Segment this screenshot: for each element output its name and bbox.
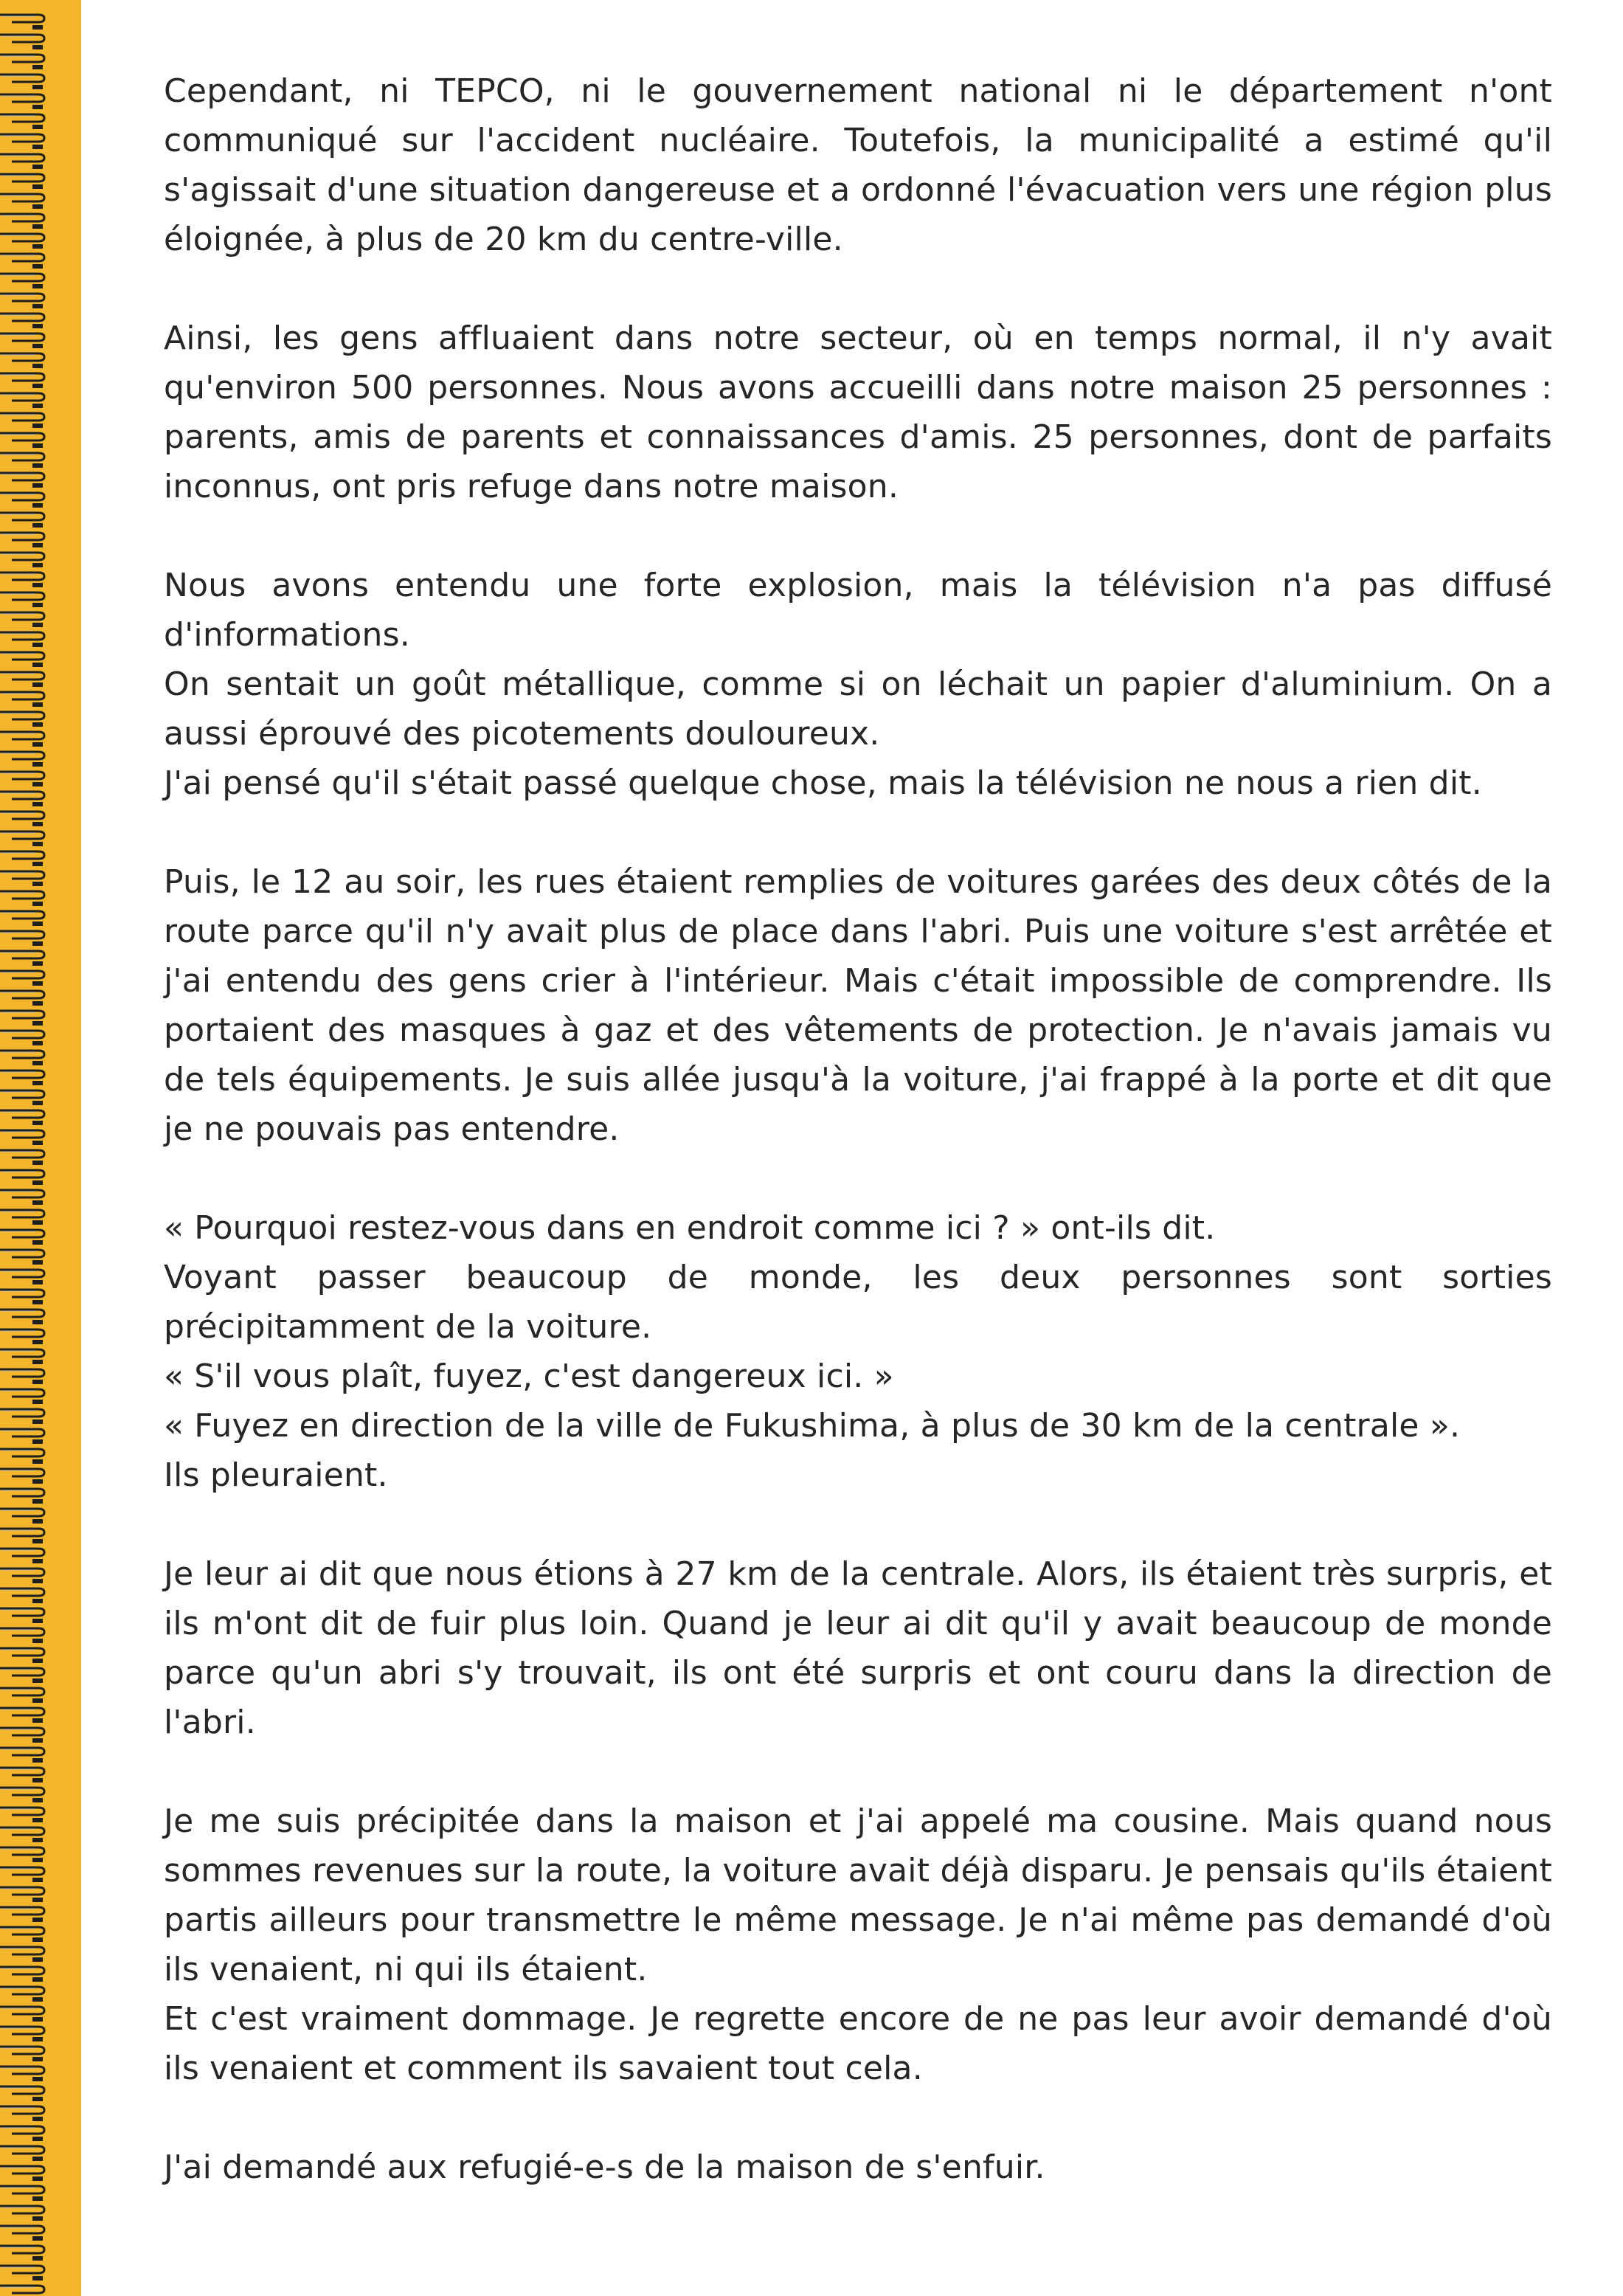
binding-ring (0, 1967, 44, 1982)
text-line: « S'il vous plaît, fuyez, c'est dangereux ici. » (164, 1358, 894, 1395)
binding-ring (0, 1090, 44, 1105)
text-line: « Fuyez en direction de la ville de Fukushima, à plus de 30 km de la centrale ». (164, 1407, 1461, 1445)
binding-ring (0, 1389, 44, 1404)
paragraph (164, 1797, 1552, 2093)
binding-ring (0, 1329, 44, 1344)
binding-ring (0, 533, 44, 547)
binding-ring (0, 2186, 44, 2201)
text-line: Je me suis précipitée dans la maison et j'ai appelé ma cousine. Mais quand nous sommes revenues sur la route, la voiture avait déjà disparu. Je pensais qu'ils étaient partis ailleurs pour transmettre le même message. Je n'ai même pas demandé d'où ils venaient, ni qui ils étaient. (164, 1802, 1552, 1988)
paragraph (164, 66, 1552, 264)
binding-ring (0, 812, 44, 826)
binding-ring (0, 134, 44, 149)
binding-ring (0, 692, 44, 707)
binding-ring (0, 353, 44, 368)
binding-ring (0, 911, 44, 926)
binding-ring (0, 971, 44, 986)
binding-ring (0, 1668, 44, 1683)
binding-ring (0, 672, 44, 687)
binding-ring (0, 1529, 44, 1543)
text-line: J'ai pensé qu'il s'était passé quelque chose, mais la télévision ne nous a rien dit. (164, 764, 1482, 802)
binding-ring (0, 2047, 44, 2061)
binding-ring (0, 1987, 44, 2002)
binding-ring (0, 1549, 44, 1563)
binding-ring (0, 1130, 44, 1145)
paragraph (164, 2143, 1552, 2192)
binding-ring (0, 2206, 44, 2221)
binding-ring (0, 851, 44, 866)
binding-ring (0, 712, 44, 727)
binding-ring (0, 174, 44, 189)
text-line: J'ai demandé aux refugié-e-s de la maison de s'enfuir. (164, 2148, 1045, 2186)
binding-ring (0, 2226, 44, 2241)
binding-ring (0, 2266, 44, 2281)
binding-ring (0, 1608, 44, 1623)
text-line: Voyant passer beaucoup de monde, les deux personnes sont sorties précipitamment de la voiture. (164, 1259, 1552, 1346)
binding-ring (0, 1569, 44, 1583)
paragraph (164, 561, 1552, 808)
binding-ring (0, 1290, 44, 1304)
text-line: Et c'est vraiment dommage. Je regrette encore de ne pas leur avoir demandé d'où ils venaient et comment ils savaient tout cela. (164, 2000, 1552, 2087)
binding-ring (0, 1369, 44, 1384)
binding-ring (0, 752, 44, 767)
binding-ring (0, 553, 44, 567)
binding-ring (0, 413, 44, 428)
binding-ring (0, 1887, 44, 1902)
binding-ring (0, 1728, 44, 1743)
binding-ring (0, 274, 44, 288)
text-line: Ainsi, les gens affluaient dans notre secteur, où en temps normal, il n'y avait qu'environ 500 personnes. Nous avons accueilli dans notre maison 25 personnes : parents, amis de parents et connaissances d'amis. 25 personnes, dont de parfaits inconnus, ont pris refuge dans notre maison. (164, 319, 1552, 505)
binding-ring (0, 35, 44, 49)
binding-ring (0, 2106, 44, 2121)
binding-ring (0, 433, 44, 448)
binding-ring (0, 55, 44, 69)
paragraph (164, 314, 1552, 511)
binding-ring (0, 931, 44, 946)
binding-ring (0, 871, 44, 886)
binding-ring (0, 1110, 44, 1125)
binding-ring (0, 1867, 44, 1882)
binding-ring (0, 1250, 44, 1265)
text-line: Puis, le 12 au soir, les rues étaient remplies de voitures garées des deux côtés de la route parce qu'il n'y avait plus de place dans l'abri. Puis une voiture s'est arrêtée et j'ai entendu des gens crier à l'intérieur. Mais c'était impossible de comprendre. Ils portaient des masques à gaz et des vêtements de protection. Je n'avais jamais vu de tels équipements. Je suis allée jusqu'à la voiture, j'ai frappé à la porte et dit que je ne pouvais pas entendre. (164, 863, 1552, 1148)
binding-ring (0, 1011, 44, 1026)
binding-ring (0, 1170, 44, 1185)
paragraph (164, 857, 1552, 1154)
binding-ring (0, 2126, 44, 2141)
binding-ring (0, 652, 44, 667)
spiral-binding-icon (0, 0, 81, 2296)
binding-ring (0, 2166, 44, 2181)
binding-ring (0, 1947, 44, 1962)
binding-ring (0, 294, 44, 308)
binding-ring (0, 493, 44, 508)
binding-ring (0, 2286, 44, 2296)
binding-ring (0, 1031, 44, 1045)
text-line: « Pourquoi restez-vous dans en endroit comme ici ? » ont-ils dit. (164, 1209, 1216, 1247)
binding-ring (0, 1310, 44, 1324)
binding-ring (0, 1349, 44, 1364)
binding-ring (0, 1708, 44, 1723)
binding-ring (0, 1788, 44, 1802)
binding-ring (0, 473, 44, 488)
binding-ring (0, 1469, 44, 1484)
binding-ring (0, 1489, 44, 1504)
binding-ring (0, 831, 44, 846)
binding-ring (0, 1150, 44, 1165)
text-line: Ils pleuraient. (164, 1456, 388, 1494)
binding-ring (0, 1847, 44, 1862)
binding-ring (0, 393, 44, 408)
binding-ring (0, 75, 44, 89)
paragraph (164, 1203, 1552, 1500)
binding-ring (0, 2027, 44, 2041)
binding-ring (0, 1409, 44, 1424)
document-body (164, 66, 1552, 2241)
binding-ring (0, 612, 44, 627)
binding-ring (0, 1828, 44, 1842)
binding-ring (0, 1927, 44, 1942)
binding-ring (0, 772, 44, 786)
binding-ring (0, 1648, 44, 1663)
binding-ring (0, 1768, 44, 1782)
binding-ring (0, 792, 44, 806)
binding-ring (0, 1748, 44, 1763)
binding-ring (0, 1808, 44, 1822)
binding-ring (0, 333, 44, 348)
binding-ring (0, 1190, 44, 1205)
binding-ring (0, 314, 44, 328)
text-line: Nous avons entendu une forte explosion, mais la télévision n'a pas diffusé d'informations. (164, 567, 1552, 654)
binding-ring (0, 573, 44, 587)
binding-ring (0, 254, 44, 269)
binding-ring (0, 951, 44, 966)
paragraph (164, 1549, 1552, 1747)
binding-ring (0, 1210, 44, 1225)
binding-ring (0, 1907, 44, 1922)
binding-ring (0, 632, 44, 647)
binding-ring (0, 234, 44, 249)
binding-ring (0, 2246, 44, 2261)
binding-ring (0, 1688, 44, 1703)
binding-ring (0, 1051, 44, 1065)
binding-ring (0, 2086, 44, 2101)
binding-ring (0, 2067, 44, 2081)
binding-ring (0, 214, 44, 229)
binding-ring (0, 94, 44, 109)
binding-ring (0, 154, 44, 169)
binding-ring (0, 991, 44, 1006)
notebook-spine (0, 0, 81, 2296)
binding-ring (0, 373, 44, 388)
binding-ring (0, 1270, 44, 1284)
binding-ring (0, 194, 44, 209)
binding-ring (0, 1588, 44, 1603)
text-line: On sentait un goût métallique, comme si on léchait un papier d'aluminium. On a aussi éprouvé des picotements douloureux. (164, 665, 1552, 753)
binding-ring (0, 891, 44, 906)
binding-ring (0, 1230, 44, 1245)
binding-ring (0, 2146, 44, 2161)
binding-ring (0, 592, 44, 607)
binding-ring (0, 1509, 44, 1524)
text-line: Je leur ai dit que nous étions à 27 km de la centrale. Alors, ils étaient très surpris, et ils m'ont dit de fuir plus loin. Quand je leur ai dit qu'il y avait beaucoup de monde parce qu'un abri s'y trouvait, ils ont été surpris et ont couru dans la direction de l'abri. (164, 1555, 1552, 1741)
binding-ring (0, 15, 44, 30)
binding-ring (0, 1071, 44, 1085)
binding-ring (0, 114, 44, 129)
binding-ring (0, 513, 44, 528)
binding-ring (0, 1429, 44, 1444)
binding-ring (0, 1449, 44, 1464)
binding-ring (0, 453, 44, 468)
binding-ring (0, 1628, 44, 1643)
binding-ring (0, 2007, 44, 2022)
text-line: Cependant, ni TEPCO, ni le gouvernement national ni le département n'ont communiqué sur l'accident nucléaire. Toutefois, la municipalité a estimé qu'il s'agissait d'une situation dangereuse et a ordonné l'évacuation vers une région plus éloignée, à plus de 20 km du centre-ville. (164, 72, 1552, 258)
binding-ring (0, 732, 44, 747)
